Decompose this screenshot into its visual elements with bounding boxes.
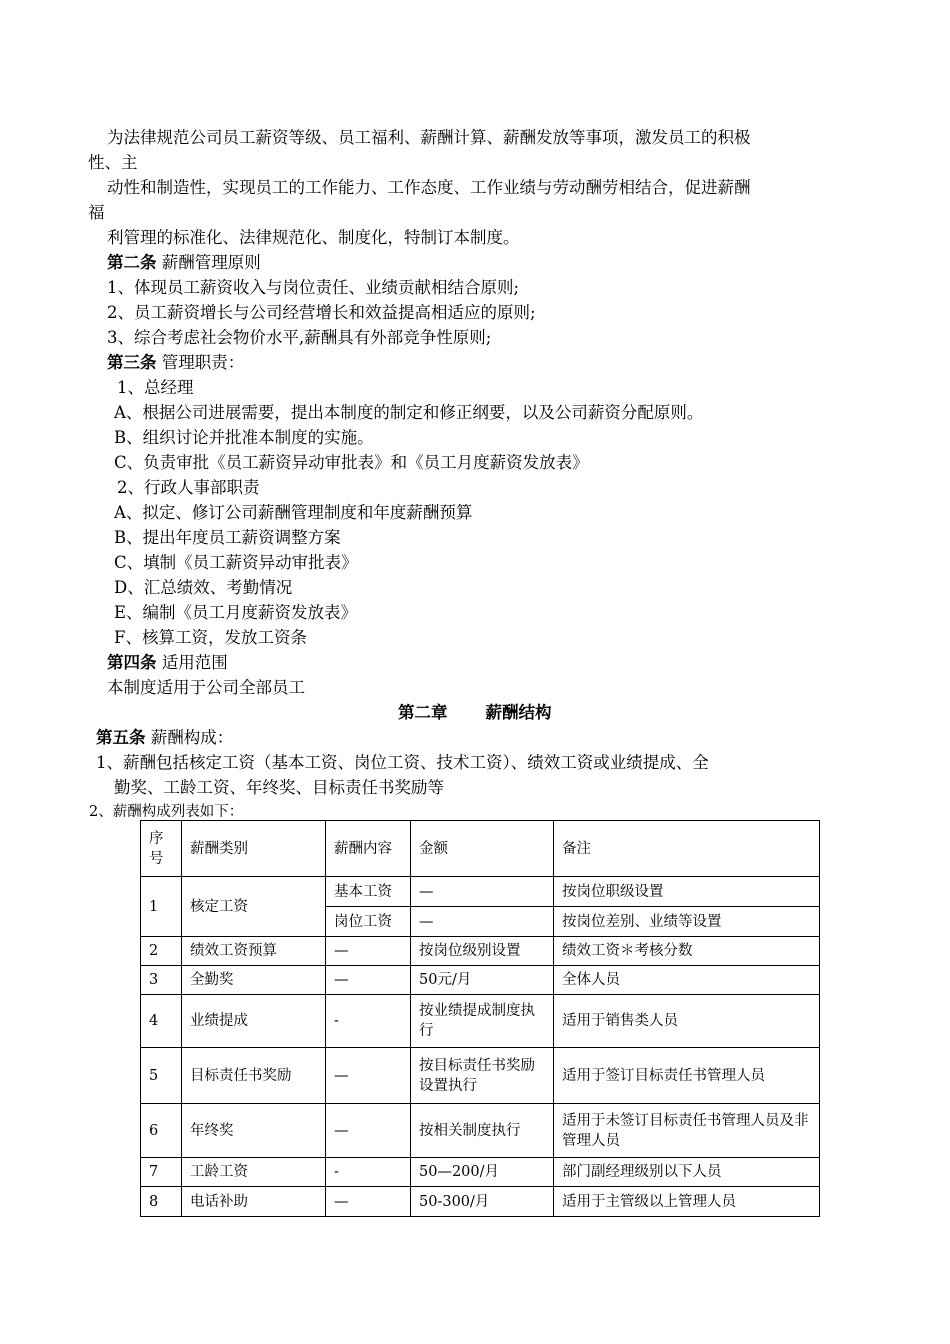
article4-text: 本制度适用于公司全部员工 [107,678,305,697]
row-category: 全勤奖 [182,966,326,995]
article2-title: 第二条 [107,253,157,272]
row-no: 4 [141,995,182,1048]
row-amount: 按业绩提成制度执行 [411,995,554,1048]
table-row [141,937,820,966]
row-amount: 按岗位级别设置 [411,937,554,966]
salary-table [140,820,820,1217]
row-no: 7 [141,1158,182,1187]
table-row [141,1158,820,1187]
row-note: 适用于主管级以上管理人员 [554,1187,820,1217]
header-content: 薪酬内容 [326,821,411,877]
gm-item-a: A、根据公司进展需要，提出本制度的制定和修正纲要，以及公司薪资分配原则。 [114,403,704,422]
article2-heading-text: 薪酬管理原则 [161,253,261,272]
row-content: 基本工资 [326,877,411,907]
table-row [141,995,820,1048]
hr-item-f: F、核算工资，发放工资条 [114,628,307,647]
row-category: 年终奖 [182,1104,326,1158]
hr-label: 2、行政人事部职责 [117,478,260,497]
hr-item-a: A、拟定、修订公司薪酬管理制度和年度薪酬预算 [114,503,473,522]
row-content: — [326,966,411,995]
row-category: 电话补助 [182,1187,326,1217]
table-row [141,1187,820,1217]
row-amount: 50元/月 [411,966,554,995]
article5-item2: 2、薪酬构成列表如下： [89,804,244,820]
row-note: 绩效工资＊考核分数 [554,937,820,966]
article5-title: 第五条 [96,728,146,747]
row-amount: — [411,877,554,907]
header-category: 薪酬类别 [182,821,326,877]
article5-item1-line2: 勤奖、工龄工资、年终奖、目标责任书奖励等 [114,778,444,797]
row-note: 按岗位职级设置 [554,877,820,907]
hr-item-b: B、提出年度员工薪资调整方案 [114,528,341,547]
table-row [141,1048,820,1104]
row-note: 适用于销售类人员 [554,995,820,1048]
intro-line-5: 利管理的标准化、法律规范化、制度化，特制订本制度。 [107,228,520,247]
article5-item1-line1: 1、薪酬包括核定工资（基本工资、岗位工资、技术工资）、绩效工资或业绩提成、全 [96,753,709,772]
hr-item-e: E、编制《员工月度薪资发放表》 [114,603,358,622]
row-note: 全体人员 [554,966,820,995]
article2-heading [107,253,261,273]
row-content: — [326,1104,411,1158]
row-no: 1 [141,877,182,937]
gm-item-b: B、组织讨论并批准本制度的实施。 [114,428,374,447]
row-content: 岗位工资 [326,907,411,937]
row-note: 按岗位差别、业绩等设置 [554,907,820,937]
row-category: 核定工资 [182,877,326,937]
hr-item-d: D、汇总绩效、考勤情况 [114,578,293,597]
hr-item-c: C、填制《员工薪资异动审批表》 [114,553,358,572]
article2-item-1: 1、体现员工薪资收入与岗位责任、业绩贡献相结合原则; [107,278,520,297]
gm-label: 1、总经理 [117,378,194,397]
row-category: 工龄工资 [182,1158,326,1187]
row-no: 3 [141,966,182,995]
article3-heading-text: 管理职责： [161,353,245,372]
chapter-number: 第二章 [398,703,448,722]
row-note: 部门副经理级别以下人员 [554,1158,820,1187]
table-row [141,877,820,907]
row-content: - [326,995,411,1048]
row-amount: 按相关制度执行 [411,1104,554,1158]
row-content: - [326,1158,411,1187]
row-content: — [326,937,411,966]
article4-heading-text: 适用范围 [161,653,228,672]
row-amount: 50—200/月 [411,1158,554,1187]
header-no: 序号 [141,821,182,877]
row-note: 适用于签订目标责任书管理人员 [554,1048,820,1104]
article5-heading-text: 薪酬构成： [150,728,234,747]
row-no: 5 [141,1048,182,1104]
row-category: 目标责任书奖励 [182,1048,326,1104]
chapter-name: 薪酬结构 [485,703,552,722]
intro-line-1: 为法律规范公司员工薪资等级、员工福利、薪酬计算、薪酬发放等事项，激发员工的积极 [107,128,751,147]
chapter-heading [398,703,552,723]
article4-heading [107,653,228,673]
article5-heading [96,728,233,748]
row-no: 6 [141,1104,182,1158]
header-amount: 金额 [411,821,554,877]
intro-line-2: 性、主 [88,153,138,172]
intro-line-4: 福 [88,203,105,222]
row-amount: — [411,907,554,937]
header-note: 备注 [554,821,820,877]
row-amount: 按目标责任书奖励设置执行 [411,1048,554,1104]
row-category: 绩效工资预算 [182,937,326,966]
row-note: 适用于未签订目标责任书管理人员及非管理人员 [554,1104,820,1158]
article2-item-3: 3、综合考虑社会物价水平,薪酬具有外部竞争性原则; [107,328,492,347]
table-row [141,966,820,995]
row-category: 业绩提成 [182,995,326,1048]
article3-heading [107,353,244,373]
row-no: 8 [141,1187,182,1217]
row-amount: 50-300/月 [411,1187,554,1217]
table-header-row [141,821,820,877]
table-row [141,1104,820,1158]
intro-line-3: 动性和制造性，实现员工的工作能力、工作态度、工作业绩与劳动酬劳相结合，促进薪酬 [107,178,751,197]
row-content: — [326,1048,411,1104]
article4-title: 第四条 [107,653,157,672]
row-no: 2 [141,937,182,966]
gm-item-c: C、负责审批《员工薪资异动审批表》和《员工月度薪资发放表》 [114,453,589,472]
article3-title: 第三条 [107,353,157,372]
article2-item-2: 2、员工薪资增长与公司经营增长和效益提高相适应的原则; [107,303,536,322]
row-content: — [326,1187,411,1217]
